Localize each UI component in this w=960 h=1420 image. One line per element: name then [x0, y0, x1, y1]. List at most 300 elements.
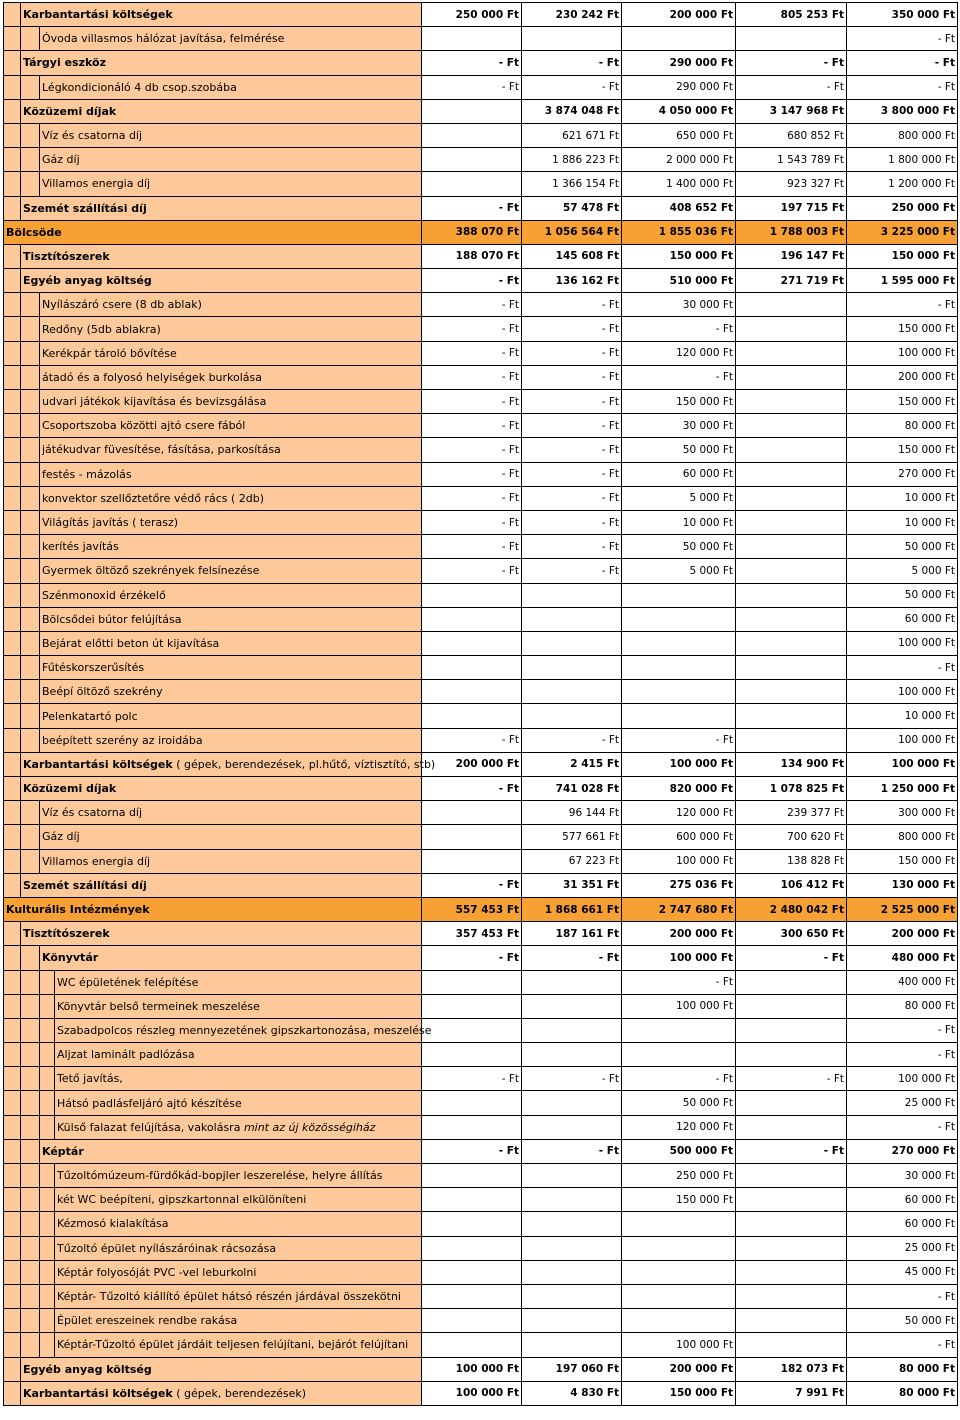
indent-cell	[21, 1139, 40, 1163]
amount-cell-col2: - Ft	[522, 535, 622, 559]
amount-cell-col1	[422, 1236, 522, 1260]
table-row	[4, 1067, 958, 1091]
indent-cell	[40, 970, 55, 994]
amount-cell-col1	[422, 1018, 522, 1042]
row-label	[55, 1236, 422, 1260]
amount-cell-col5: 1 250 000 Ft	[847, 777, 958, 801]
row-label-text: Egyéb anyag költség	[23, 274, 152, 288]
table-row	[4, 462, 958, 486]
amount-cell-col4: 239 377 Ft	[736, 801, 847, 825]
indent-cell	[4, 1043, 21, 1067]
amount-cell-col1: - Ft	[422, 559, 522, 583]
amount-cell-col3: 275 036 Ft	[622, 873, 736, 897]
amount-cell-col4: - Ft	[736, 75, 847, 99]
amount-cell-col4: - Ft	[736, 1067, 847, 1091]
amount-cell-col1: - Ft	[422, 486, 522, 510]
row-label	[40, 607, 422, 631]
table-row	[4, 825, 958, 849]
table-row	[4, 752, 958, 776]
amount-cell-col1	[422, 583, 522, 607]
amount-cell-col3: 120 000 Ft	[622, 1115, 736, 1139]
indent-cell	[40, 1236, 55, 1260]
section-row	[4, 897, 958, 921]
row-label-text: Kézmosó kialakítása	[57, 1217, 169, 1231]
row-label-text: Könyvtár belső termeinek meszelése	[57, 999, 260, 1013]
amount-cell-col4	[736, 1043, 847, 1067]
indent-cell	[4, 196, 21, 220]
row-label-text: Külső falazat felújítása, vakolásra	[57, 1120, 244, 1134]
amount-cell-col4	[736, 486, 847, 510]
amount-cell-col1: - Ft	[422, 510, 522, 534]
amount-cell-col1	[422, 994, 522, 1018]
row-label-text: Karbantartási költségek	[23, 757, 173, 771]
amount-cell-col1: - Ft	[422, 75, 522, 99]
amount-cell-col1: - Ft	[422, 728, 522, 752]
amount-cell-col2: - Ft	[522, 1139, 622, 1163]
row-label-text: Képtár folyosóját PVC -vel leburkolni	[57, 1265, 257, 1279]
indent-cell	[40, 1212, 55, 1236]
amount-cell-col4	[736, 462, 847, 486]
row-label-text: Szabadpolcos részleg mennyezetének gipszkartonozása, meszelése	[57, 1023, 432, 1037]
table-row	[4, 99, 958, 123]
amount-cell-col4: 1 078 825 Ft	[736, 777, 847, 801]
amount-cell-col2	[522, 656, 622, 680]
indent-cell	[21, 438, 40, 462]
row-label	[40, 583, 422, 607]
amount-cell-col1	[422, 1309, 522, 1333]
indent-cell	[21, 1188, 40, 1212]
indent-cell	[4, 704, 21, 728]
amount-cell-col3	[622, 631, 736, 655]
amount-cell-col5: 25 000 Ft	[847, 1236, 958, 1260]
amount-cell-col1: - Ft	[422, 777, 522, 801]
table-row	[4, 680, 958, 704]
row-label	[40, 946, 422, 970]
amount-cell-col2	[522, 1043, 622, 1067]
amount-cell-col5: - Ft	[847, 51, 958, 75]
row-label	[40, 486, 422, 510]
indent-cell	[40, 1188, 55, 1212]
indent-cell	[4, 1357, 21, 1381]
indent-cell	[21, 293, 40, 317]
indent-cell	[21, 27, 40, 51]
row-label-text: Kulturális Intézmények	[6, 903, 150, 917]
table-row	[4, 1309, 958, 1333]
amount-cell-col3: 50 000 Ft	[622, 535, 736, 559]
table-row	[4, 414, 958, 438]
amount-cell-col2: - Ft	[522, 317, 622, 341]
amount-cell-col5: - Ft	[847, 27, 958, 51]
amount-cell-col2: 1 868 661 Ft	[522, 897, 622, 921]
amount-cell-col2	[522, 680, 622, 704]
amount-cell-col3: - Ft	[622, 728, 736, 752]
amount-cell-col1	[422, 1284, 522, 1308]
row-label-text: Képtár-Tűzoltó épület járdáit teljesen felújítani, bejárót felújítani	[57, 1338, 409, 1352]
amount-cell-col5: - Ft	[847, 1284, 958, 1308]
table-row	[4, 1188, 958, 1212]
amount-cell-col3: 4 050 000 Ft	[622, 99, 736, 123]
indent-cell	[21, 946, 40, 970]
indent-cell	[21, 607, 40, 631]
amount-cell-col2	[522, 1164, 622, 1188]
indent-cell	[40, 1043, 55, 1067]
indent-cell	[21, 390, 40, 414]
amount-cell-col3: 30 000 Ft	[622, 414, 736, 438]
amount-cell-col4: 1 543 789 Ft	[736, 148, 847, 172]
amount-cell-col3: 100 000 Ft	[622, 946, 736, 970]
table-row	[4, 438, 958, 462]
amount-cell-col5: 150 000 Ft	[847, 390, 958, 414]
row-label	[55, 1333, 422, 1357]
amount-cell-col2: - Ft	[522, 438, 622, 462]
row-label	[40, 75, 422, 99]
amount-cell-col1: - Ft	[422, 946, 522, 970]
amount-cell-col4	[736, 390, 847, 414]
indent-cell	[21, 825, 40, 849]
row-label	[40, 704, 422, 728]
indent-cell	[21, 1212, 40, 1236]
amount-cell-col4	[736, 559, 847, 583]
table-row	[4, 196, 958, 220]
row-label	[55, 1260, 422, 1284]
amount-cell-col2: - Ft	[522, 293, 622, 317]
indent-cell	[40, 1284, 55, 1308]
amount-cell-col5: - Ft	[847, 293, 958, 317]
amount-cell-col2: - Ft	[522, 390, 622, 414]
table-row	[4, 1091, 958, 1115]
row-label-text: Aljzat laminált padlózása	[57, 1048, 195, 1062]
amount-cell-col4: 923 327 Ft	[736, 172, 847, 196]
indent-cell	[4, 680, 21, 704]
row-label	[55, 1309, 422, 1333]
amount-cell-col2	[522, 1260, 622, 1284]
amount-cell-col4	[736, 1309, 847, 1333]
amount-cell-col5: 150 000 Ft	[847, 244, 958, 268]
indent-cell	[4, 752, 21, 776]
amount-cell-col3: 150 000 Ft	[622, 1381, 736, 1405]
amount-cell-col2: - Ft	[522, 486, 622, 510]
row-label-text: Karbantartási költségek	[23, 8, 173, 22]
indent-cell	[21, 1284, 40, 1308]
indent-cell	[4, 1018, 21, 1042]
amount-cell-col5: 45 000 Ft	[847, 1260, 958, 1284]
amount-cell-col1	[422, 1333, 522, 1357]
amount-cell-col2	[522, 1091, 622, 1115]
amount-cell-col4	[736, 1212, 847, 1236]
amount-cell-col1	[422, 825, 522, 849]
amount-cell-col4	[736, 1164, 847, 1188]
row-label	[40, 510, 422, 534]
table-row	[4, 390, 958, 414]
amount-cell-col2: 1 366 154 Ft	[522, 172, 622, 196]
row-label-text: Légkondicionáló 4 db csop.szobába	[42, 80, 237, 94]
row-label	[21, 51, 422, 75]
amount-cell-col3: 290 000 Ft	[622, 75, 736, 99]
amount-cell-col5: 800 000 Ft	[847, 825, 958, 849]
indent-cell	[40, 1164, 55, 1188]
amount-cell-col4	[736, 656, 847, 680]
table-row	[4, 559, 958, 583]
indent-cell	[4, 1260, 21, 1284]
amount-cell-col4	[736, 680, 847, 704]
row-label-text: Tűzoltó épület nyílászáróinak rácsozása	[57, 1241, 277, 1255]
amount-cell-col4	[736, 970, 847, 994]
amount-cell-col3: 150 000 Ft	[622, 1188, 736, 1212]
row-label	[40, 390, 422, 414]
row-label	[55, 1284, 422, 1308]
table-row	[4, 1333, 958, 1357]
amount-cell-col4: - Ft	[736, 946, 847, 970]
amount-cell-col5: 100 000 Ft	[847, 1067, 958, 1091]
amount-cell-col5: 100 000 Ft	[847, 341, 958, 365]
amount-cell-col2: - Ft	[522, 946, 622, 970]
amount-cell-col2	[522, 704, 622, 728]
amount-cell-col2: 621 671 Ft	[522, 123, 622, 147]
row-label-text: Gáz díj	[42, 153, 80, 167]
indent-cell	[4, 1333, 21, 1357]
amount-cell-col5: 80 000 Ft	[847, 414, 958, 438]
amount-cell-col1	[422, 704, 522, 728]
indent-cell	[4, 1091, 21, 1115]
table-row	[4, 1212, 958, 1236]
indent-cell	[21, 1043, 40, 1067]
table-row	[4, 1381, 958, 1405]
indent-cell	[21, 1236, 40, 1260]
indent-cell	[21, 1309, 40, 1333]
amount-cell-col4: 2 480 042 Ft	[736, 897, 847, 921]
amount-cell-col1: 188 070 Ft	[422, 244, 522, 268]
indent-cell	[40, 1309, 55, 1333]
amount-cell-col1: - Ft	[422, 1139, 522, 1163]
row-label-text: Bejárat előtti beton út kijavítása	[42, 636, 220, 650]
row-label	[40, 414, 422, 438]
amount-cell-col2: 136 162 Ft	[522, 269, 622, 293]
indent-cell	[4, 1067, 21, 1091]
amount-cell-col3: 510 000 Ft	[622, 269, 736, 293]
amount-cell-col5: 350 000 Ft	[847, 3, 958, 27]
amount-cell-col3	[622, 1309, 736, 1333]
amount-cell-col3	[622, 1212, 736, 1236]
table-body	[4, 3, 958, 1406]
indent-cell	[21, 486, 40, 510]
amount-cell-col5: - Ft	[847, 75, 958, 99]
amount-cell-col5: 200 000 Ft	[847, 365, 958, 389]
amount-cell-col5: 3 225 000 Ft	[847, 220, 958, 244]
row-label	[40, 728, 422, 752]
table-row	[4, 873, 958, 897]
row-label-text: Csoportszoba közötti ajtó csere fából	[42, 419, 246, 433]
indent-cell	[4, 873, 21, 897]
amount-cell-col4	[736, 607, 847, 631]
amount-cell-col1	[422, 801, 522, 825]
row-label-text: átadó és a folyosó helyiségek burkolása	[42, 370, 263, 384]
amount-cell-col2: - Ft	[522, 365, 622, 389]
amount-cell-col3	[622, 1018, 736, 1042]
amount-cell-col3: - Ft	[622, 1067, 736, 1091]
amount-cell-col5: 10 000 Ft	[847, 486, 958, 510]
row-label-text: Fűtéskorszerűsítés	[42, 661, 145, 675]
amount-cell-col4: 300 650 Ft	[736, 922, 847, 946]
section-row	[4, 220, 958, 244]
amount-cell-col1: - Ft	[422, 390, 522, 414]
amount-cell-col2: - Ft	[522, 559, 622, 583]
amount-cell-col1: 250 000 Ft	[422, 3, 522, 27]
table-row	[4, 293, 958, 317]
amount-cell-col2: 31 351 Ft	[522, 873, 622, 897]
amount-cell-col2: 197 060 Ft	[522, 1357, 622, 1381]
amount-cell-col3: 1 400 000 Ft	[622, 172, 736, 196]
row-label	[55, 1164, 422, 1188]
table-row	[4, 1018, 958, 1042]
amount-cell-col5: 50 000 Ft	[847, 583, 958, 607]
amount-cell-col3: - Ft	[622, 970, 736, 994]
amount-cell-col3	[622, 1260, 736, 1284]
indent-cell	[4, 172, 21, 196]
row-label	[21, 99, 422, 123]
amount-cell-col4	[736, 1018, 847, 1042]
table-row	[4, 341, 958, 365]
indent-cell	[4, 75, 21, 99]
indent-cell	[4, 462, 21, 486]
amount-cell-col5: - Ft	[847, 1018, 958, 1042]
table-row	[4, 269, 958, 293]
amount-cell-col5: 130 000 Ft	[847, 873, 958, 897]
indent-cell	[40, 1333, 55, 1357]
indent-cell	[4, 535, 21, 559]
amount-cell-col2	[522, 1115, 622, 1139]
indent-cell	[4, 1212, 21, 1236]
row-label	[40, 825, 422, 849]
amount-cell-col5: - Ft	[847, 656, 958, 680]
row-label-text: Víz és csatorna díj	[42, 806, 143, 820]
amount-cell-col2: - Ft	[522, 510, 622, 534]
indent-cell	[4, 1236, 21, 1260]
row-label	[40, 438, 422, 462]
table-row	[4, 365, 958, 389]
amount-cell-col3: 200 000 Ft	[622, 1357, 736, 1381]
amount-cell-col3: 60 000 Ft	[622, 462, 736, 486]
amount-cell-col1	[422, 849, 522, 873]
budget-table	[3, 2, 958, 1406]
row-label	[40, 801, 422, 825]
amount-cell-col3: 2 747 680 Ft	[622, 897, 736, 921]
amount-cell-col2	[522, 970, 622, 994]
row-label	[55, 1043, 422, 1067]
amount-cell-col3	[622, 1284, 736, 1308]
amount-cell-col4	[736, 438, 847, 462]
row-label-text: kerítés javítás	[42, 540, 119, 554]
table-row	[4, 1164, 958, 1188]
amount-cell-col4	[736, 994, 847, 1018]
amount-cell-col1: - Ft	[422, 293, 522, 317]
amount-cell-col2	[522, 1284, 622, 1308]
row-label-text: Redőny (5db ablakra)	[42, 322, 161, 336]
amount-cell-col4	[736, 341, 847, 365]
amount-cell-col4: 680 852 Ft	[736, 123, 847, 147]
amount-cell-col2	[522, 631, 622, 655]
row-label-text: Tűzoltómúzeum-fürdőkád-bopjler leszerelése, helyre állítás	[57, 1169, 383, 1183]
indent-cell	[4, 486, 21, 510]
amount-cell-col5: 80 000 Ft	[847, 1381, 958, 1405]
indent-cell	[40, 1260, 55, 1284]
amount-cell-col4: 134 900 Ft	[736, 752, 847, 776]
table-row	[4, 777, 958, 801]
amount-cell-col5: 50 000 Ft	[847, 535, 958, 559]
amount-cell-col5: 10 000 Ft	[847, 704, 958, 728]
amount-cell-col1: - Ft	[422, 365, 522, 389]
table-row	[4, 510, 958, 534]
amount-cell-col3	[622, 1236, 736, 1260]
amount-cell-col5: 150 000 Ft	[847, 317, 958, 341]
amount-cell-col3: 50 000 Ft	[622, 438, 736, 462]
row-label-text: két WC beépíteni, gipszkartonnal elkülöníteni	[57, 1193, 307, 1207]
amount-cell-col4: 7 991 Ft	[736, 1381, 847, 1405]
row-label	[40, 148, 422, 172]
indent-cell	[4, 1284, 21, 1308]
amount-cell-col1: 357 453 Ft	[422, 922, 522, 946]
row-label	[40, 680, 422, 704]
table-row	[4, 3, 958, 27]
table-row	[4, 728, 958, 752]
amount-cell-col1	[422, 631, 522, 655]
indent-cell	[4, 1188, 21, 1212]
amount-cell-col5: 800 000 Ft	[847, 123, 958, 147]
amount-cell-col4: 271 719 Ft	[736, 269, 847, 293]
row-label	[21, 1381, 422, 1405]
table-row	[4, 244, 958, 268]
amount-cell-col5: 1 595 000 Ft	[847, 269, 958, 293]
amount-cell-col2: 57 478 Ft	[522, 196, 622, 220]
amount-cell-col5: 5 000 Ft	[847, 559, 958, 583]
amount-cell-col3: 200 000 Ft	[622, 922, 736, 946]
amount-cell-col5: 480 000 Ft	[847, 946, 958, 970]
amount-cell-col5: 300 000 Ft	[847, 801, 958, 825]
amount-cell-col3: 100 000 Ft	[622, 849, 736, 873]
indent-cell	[4, 946, 21, 970]
amount-cell-col3: 10 000 Ft	[622, 510, 736, 534]
indent-cell	[40, 1018, 55, 1042]
amount-cell-col1: - Ft	[422, 341, 522, 365]
table-row	[4, 123, 958, 147]
indent-cell	[4, 365, 21, 389]
amount-cell-col2: 145 608 Ft	[522, 244, 622, 268]
indent-cell	[4, 317, 21, 341]
amount-cell-col3: 100 000 Ft	[622, 994, 736, 1018]
row-label	[40, 1139, 422, 1163]
amount-cell-col5: 50 000 Ft	[847, 1309, 958, 1333]
indent-cell	[21, 680, 40, 704]
row-label	[21, 873, 422, 897]
indent-cell	[4, 849, 21, 873]
amount-cell-col1: - Ft	[422, 535, 522, 559]
row-label	[21, 752, 436, 776]
amount-cell-col3: 120 000 Ft	[622, 801, 736, 825]
row-label	[40, 341, 422, 365]
amount-cell-col4: 138 828 Ft	[736, 849, 847, 873]
amount-cell-col2: 230 242 Ft	[522, 3, 622, 27]
indent-cell	[21, 510, 40, 534]
amount-cell-col2	[522, 994, 622, 1018]
indent-cell	[40, 994, 55, 1018]
amount-cell-col3: 30 000 Ft	[622, 293, 736, 317]
amount-cell-col2	[522, 1236, 622, 1260]
amount-cell-col1: 557 453 Ft	[422, 897, 522, 921]
row-label	[21, 3, 422, 27]
row-label	[21, 269, 422, 293]
table-row	[4, 317, 958, 341]
amount-cell-col2: 187 161 Ft	[522, 922, 622, 946]
amount-cell-col3: 100 000 Ft	[622, 1333, 736, 1357]
